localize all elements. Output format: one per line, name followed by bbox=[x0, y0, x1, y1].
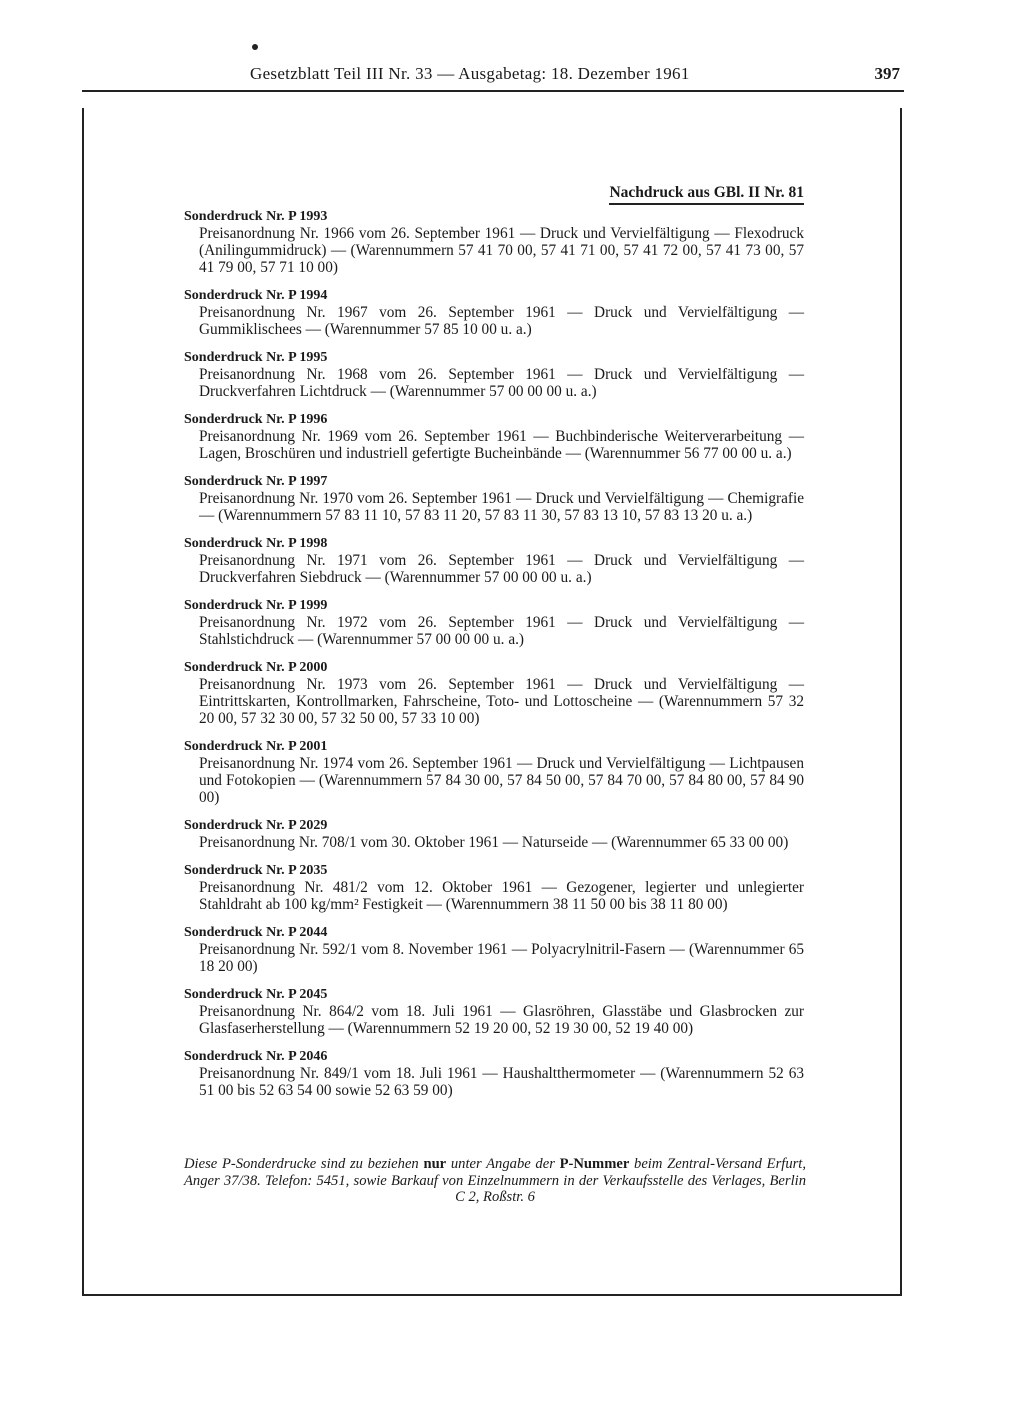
entry-text: Preisanordnung Nr. 481/2 vom 12. Oktober 1961 — Gezogener, legierter und unlegierter Stahldraht ab 100 kg/mm² Festigkeit — (Warennummern 38 11 50 00 bis 38 11 80 00) bbox=[199, 879, 804, 913]
notice-part: beim Zentral-Versand Erfurt, Anger 37/38. Telefon: 5451, sowie Barkauf von Einzelnummern in der Verkaufsstelle des Verlages, Berlin C 2, Roßstr. 6 bbox=[184, 1156, 807, 1205]
header-title: Gesetzblatt Teil III Nr. 33 — Ausgabetag: 18. Dezember 1961 bbox=[250, 64, 690, 83]
entry-title: Sonderdruck Nr. P 2044 bbox=[184, 925, 328, 940]
entry-title: Sonderdruck Nr. P 2046 bbox=[184, 1049, 328, 1064]
content-box bbox=[82, 108, 902, 1296]
entry-p1998 bbox=[184, 535, 804, 586]
entry-text: Preisanordnung Nr. 864/2 vom 18. Juli 1961 — Glasröhren, Glasstäbe und Glasbrocken zur Glasfaserherstellung — (Warennummern 52 19 20 00, 52 19 30 00, 52 19 40 00) bbox=[199, 1003, 804, 1037]
entry-text: Preisanordnung Nr. 1972 vom 26. September 1961 — Druck und Vervielfältigung — Stahlstichdruck — (Warennummer 57 00 00 00 u. a.) bbox=[199, 614, 804, 648]
entry-p2045 bbox=[184, 986, 804, 1037]
entry-title: Sonderdruck Nr. P 1993 bbox=[184, 209, 328, 224]
entry-title: Sonderdruck Nr. P 1999 bbox=[184, 598, 328, 613]
entry-p2000 bbox=[184, 659, 804, 727]
entry-title: Sonderdruck Nr. P 1996 bbox=[184, 412, 328, 427]
ordering-notice bbox=[184, 1156, 806, 1206]
notice-emphasis: P-Nummer bbox=[559, 1156, 630, 1172]
reprint-note: Nachdruck aus GBl. II Nr. 81 bbox=[609, 184, 804, 205]
entry-list bbox=[184, 208, 804, 1110]
notice-emphasis: nur bbox=[423, 1156, 447, 1172]
entry-p1996 bbox=[184, 411, 804, 462]
notice-part: unter Angabe der bbox=[446, 1156, 560, 1172]
entry-title: Sonderdruck Nr. P 1994 bbox=[184, 288, 328, 303]
entry-text: Preisanordnung Nr. 1970 vom 26. September 1961 — Druck und Vervielfältigung — Chemigrafie — (Warennummern 57 83 11 10, 57 83 11 20, 57 83 11 30, 57 83 13 10, 57 83 13 20 u. a.) bbox=[199, 490, 804, 524]
entry-p1997 bbox=[184, 473, 804, 524]
page-number: 397 bbox=[874, 64, 900, 83]
entry-p1994 bbox=[184, 287, 804, 338]
page-header bbox=[82, 62, 904, 92]
entry-title: Sonderdruck Nr. P 2035 bbox=[184, 863, 328, 878]
notice-part: Diese P-Sonderdrucke sind zu beziehen bbox=[184, 1156, 424, 1172]
entry-text: Preisanordnung Nr. 592/1 vom 8. November 1961 — Polyacrylnitril-Fasern — (Warennummer 65 18 20 00) bbox=[199, 941, 804, 975]
entry-p2044 bbox=[184, 924, 804, 975]
entry-text: Preisanordnung Nr. 1966 vom 26. September 1961 — Druck und Vervielfältigung — Flexodruck (Anilingummidruck) — (Warennummern 57 41 70 00, 57 41 71 00, 57 41 72 00, 57 41 73 00, 57 41 79 00, 57 71 10 00) bbox=[199, 225, 804, 276]
entry-title: Sonderdruck Nr. P 2045 bbox=[184, 987, 328, 1002]
entry-title: Sonderdruck Nr. P 1995 bbox=[184, 350, 328, 365]
entry-p2046 bbox=[184, 1048, 804, 1099]
entry-p2035 bbox=[184, 862, 804, 913]
margin-dot bbox=[252, 44, 258, 50]
entry-text: Preisanordnung Nr. 1974 vom 26. September 1961 — Druck und Vervielfältigung — Lichtpausen und Fotokopien — (Warennummern 57 84 30 00, 57 84 50 00, 57 84 70 00, 57 84 80 00, 57 84 90 00) bbox=[199, 755, 804, 806]
entry-p2029 bbox=[184, 817, 804, 851]
entry-title: Sonderdruck Nr. P 2029 bbox=[184, 818, 328, 833]
entry-text: Preisanordnung Nr. 1968 vom 26. September 1961 — Druck und Vervielfältigung — Druckverfahren Lichtdruck — (Warennummer 57 00 00 00 u. a.) bbox=[199, 366, 804, 400]
entry-p1999 bbox=[184, 597, 804, 648]
entry-text: Preisanordnung Nr. 1969 vom 26. September 1961 — Buchbinderische Weiterverarbeitung — Lagen, Broschüren und industriell gefertigte Bucheinbände — (Warennummer 56 77 00 00 u. a.) bbox=[199, 428, 804, 462]
entry-title: Sonderdruck Nr. P 1998 bbox=[184, 536, 328, 551]
entry-text: Preisanordnung Nr. 1971 vom 26. September 1961 — Druck und Vervielfältigung — Druckverfahren Siebdruck — (Warennummer 57 00 00 00 u. a.) bbox=[199, 552, 804, 586]
entry-p1995 bbox=[184, 349, 804, 400]
entry-p2001 bbox=[184, 738, 804, 806]
entry-title: Sonderdruck Nr. P 2000 bbox=[184, 660, 328, 675]
entry-p1993 bbox=[184, 208, 804, 276]
entry-text: Preisanordnung Nr. 849/1 vom 18. Juli 1961 — Haushaltthermometer — (Warennummern 52 63 51 00 bis 52 63 54 00 sowie 52 63 59 00) bbox=[199, 1065, 804, 1099]
entry-title: Sonderdruck Nr. P 2001 bbox=[184, 739, 328, 754]
entry-text: Preisanordnung Nr. 1973 vom 26. September 1961 — Druck und Vervielfältigung — Eintrittskarten, Kontrollmarken, Fahrscheine, Toto- und Lottoscheine — (Warennummern 57 32 20 00, 57 32 30 00, 57 32 50 00, 57 33 10 00) bbox=[199, 676, 804, 727]
entry-title: Sonderdruck Nr. P 1997 bbox=[184, 474, 328, 489]
entry-text: Preisanordnung Nr. 1967 vom 26. September 1961 — Druck und Vervielfältigung — Gummiklischees — (Warennummer 57 85 10 00 u. a.) bbox=[199, 304, 804, 338]
entry-text: Preisanordnung Nr. 708/1 vom 30. Oktober 1961 — Naturseide — (Warennummer 65 33 00 00) bbox=[199, 834, 789, 851]
